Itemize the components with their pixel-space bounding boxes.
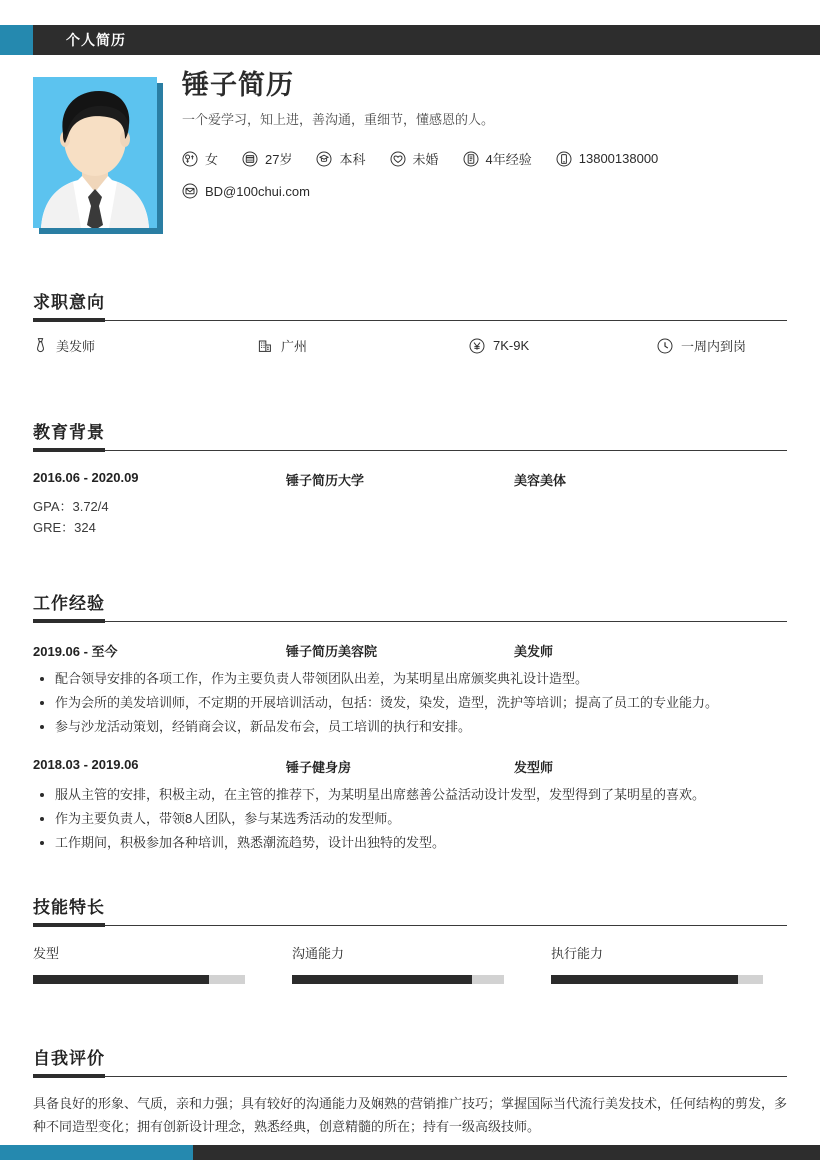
profile-header xyxy=(0,68,820,248)
avatar-photo xyxy=(33,77,157,228)
fact-education xyxy=(316,149,365,168)
intent-availability xyxy=(657,336,746,355)
fact-marital-value: 未婚 xyxy=(412,152,439,167)
list-item: 作为主要负责人，带领8人团队，参与某选秀活动的发型师。 xyxy=(33,808,787,829)
skill-item xyxy=(292,943,551,984)
experience-period: 2019.06 - 至今 xyxy=(33,644,118,659)
avatar xyxy=(33,77,157,228)
mail-icon xyxy=(182,183,198,199)
top-banner-accent xyxy=(0,25,33,55)
fact-phone-value: 13800138000 xyxy=(578,151,659,166)
clock-icon xyxy=(657,338,673,354)
fact-age-value: 27岁 xyxy=(265,152,293,167)
skill-name: 沟通能力 xyxy=(292,946,345,961)
job-intent-row xyxy=(33,336,787,355)
section-title-skills: 技能特长 xyxy=(33,893,105,927)
section-rule xyxy=(33,925,787,926)
skill-item xyxy=(33,943,292,984)
education-entry-head xyxy=(33,470,787,489)
intent-availability-value: 一周内到岗 xyxy=(681,339,747,354)
skill-name: 执行能力 xyxy=(551,946,604,961)
building-icon xyxy=(257,338,273,354)
education-major: 美容美体 xyxy=(514,473,567,488)
graduation-cap-icon xyxy=(316,151,332,167)
intent-city-value: 广州 xyxy=(281,339,308,354)
skill-bar-fill xyxy=(292,975,472,984)
section-skills xyxy=(33,893,787,984)
list-item: 配合领导安排的各项工作，作为主要负责人带领团队出差，为某明星出席颁奖典礼设计造型。 xyxy=(33,668,787,689)
education-detail-gre: GRE：324 xyxy=(33,520,96,535)
section-job-intent xyxy=(33,288,787,355)
section-header xyxy=(33,589,787,623)
experience-company: 锤子简历美容院 xyxy=(286,644,378,659)
intent-salary xyxy=(469,336,657,355)
section-title-job-intent: 求职意向 xyxy=(33,288,105,322)
fact-email-value: BD@100chui.com xyxy=(205,183,310,199)
section-title-summary: 自我评价 xyxy=(33,1044,105,1078)
list-item: 工作期间，积极参加各种培训，熟悉潮流趋势，设计出独特的发型。 xyxy=(33,832,787,853)
bottom-banner xyxy=(0,1145,820,1160)
fact-education-value: 本科 xyxy=(339,152,366,167)
skill-item xyxy=(551,943,763,984)
fact-gender xyxy=(182,149,218,168)
section-title-education: 教育背景 xyxy=(33,418,105,452)
section-header xyxy=(33,1044,787,1078)
heart-icon xyxy=(390,151,406,167)
section-education xyxy=(33,418,787,538)
person-avatar-icon xyxy=(33,77,157,228)
gender-icon xyxy=(182,151,198,167)
experience-bullets xyxy=(33,668,787,737)
education-period: 2016.06 - 2020.09 xyxy=(33,470,139,485)
intent-position-value: 美发师 xyxy=(56,339,96,354)
experience-bullets xyxy=(33,784,787,853)
experience-period: 2018.03 - 2019.06 xyxy=(33,757,139,772)
section-header xyxy=(33,418,787,452)
summary-text: 具备良好的形象、气质，亲和力强；具有较好的沟通能力及娴熟的营销推广技巧；掌握国际当代流行美发技术，任何结构的剪发，多种不同造型变化；拥有创新设计理念，熟悉经典，创意精髓的所在；持有一级高级技师。 xyxy=(33,1096,788,1134)
intent-salary-value: 7K-9K xyxy=(493,338,530,353)
bottom-banner-body xyxy=(193,1145,820,1160)
fact-phone xyxy=(556,151,659,167)
skill-name: 发型 xyxy=(33,946,60,961)
intent-position xyxy=(33,336,257,355)
person-name: 锤子简历 xyxy=(182,70,294,100)
person-tagline: 一个爱学习，知上进，善沟通，重细节，懂感恩的人。 xyxy=(182,112,495,127)
tie-icon xyxy=(33,337,48,354)
list-item: 作为会所的美发培训师，不定期的开展培训活动，包括：烫发，染发，造型，洗护等培训；提高了员工的专业能力。 xyxy=(33,692,787,713)
experience-entry xyxy=(33,757,787,853)
fact-email xyxy=(182,183,310,199)
section-header xyxy=(33,288,787,322)
section-experience xyxy=(33,589,787,856)
fact-age xyxy=(242,149,292,168)
fact-gender-value: 女 xyxy=(205,152,219,167)
experience-entry-head xyxy=(33,641,787,660)
yuan-icon xyxy=(469,338,485,354)
education-detail-gpa: GPA：3.72/4 xyxy=(33,499,109,514)
section-rule xyxy=(33,1076,787,1077)
top-banner xyxy=(0,25,820,55)
education-school: 锤子简历大学 xyxy=(286,473,365,488)
section-rule xyxy=(33,621,787,622)
skill-bar xyxy=(33,975,245,984)
document-icon xyxy=(463,151,479,167)
top-banner-body xyxy=(33,25,820,55)
mobile-icon xyxy=(556,151,572,167)
profile-facts-row xyxy=(182,149,800,168)
skill-bar xyxy=(292,975,504,984)
section-rule xyxy=(33,450,787,451)
experience-entry-head xyxy=(33,757,787,776)
calendar-icon xyxy=(242,151,258,167)
list-item: 参与沙龙活动策划，经销商会议，新品发布会，员工培训的执行和安排。 xyxy=(33,716,787,737)
section-rule xyxy=(33,320,787,321)
profile-info xyxy=(182,68,800,199)
experience-role: 发型师 xyxy=(514,760,554,775)
section-header xyxy=(33,893,787,927)
fact-marital xyxy=(390,149,439,168)
education-entry xyxy=(33,470,787,538)
skill-bar-fill xyxy=(551,975,738,984)
experience-company: 锤子健身房 xyxy=(286,760,352,775)
resume-title: 个人简历 xyxy=(66,32,126,48)
skills-row xyxy=(33,943,787,984)
fact-experience-value: 4年经验 xyxy=(485,152,532,167)
bottom-banner-accent xyxy=(0,1145,193,1160)
section-title-experience: 工作经验 xyxy=(33,589,105,623)
list-item: 服从主管的安排，积极主动，在主管的推荐下，为某明星出席慈善公益活动设计发型，发型得到了某明星的喜欢。 xyxy=(33,784,787,805)
profile-email-row xyxy=(182,183,800,199)
skill-bar xyxy=(551,975,763,984)
experience-entry xyxy=(33,641,787,737)
experience-role: 美发师 xyxy=(514,644,554,659)
fact-experience xyxy=(463,149,532,168)
skill-bar-fill xyxy=(33,975,209,984)
intent-city xyxy=(257,336,469,355)
section-summary xyxy=(33,1044,787,1138)
